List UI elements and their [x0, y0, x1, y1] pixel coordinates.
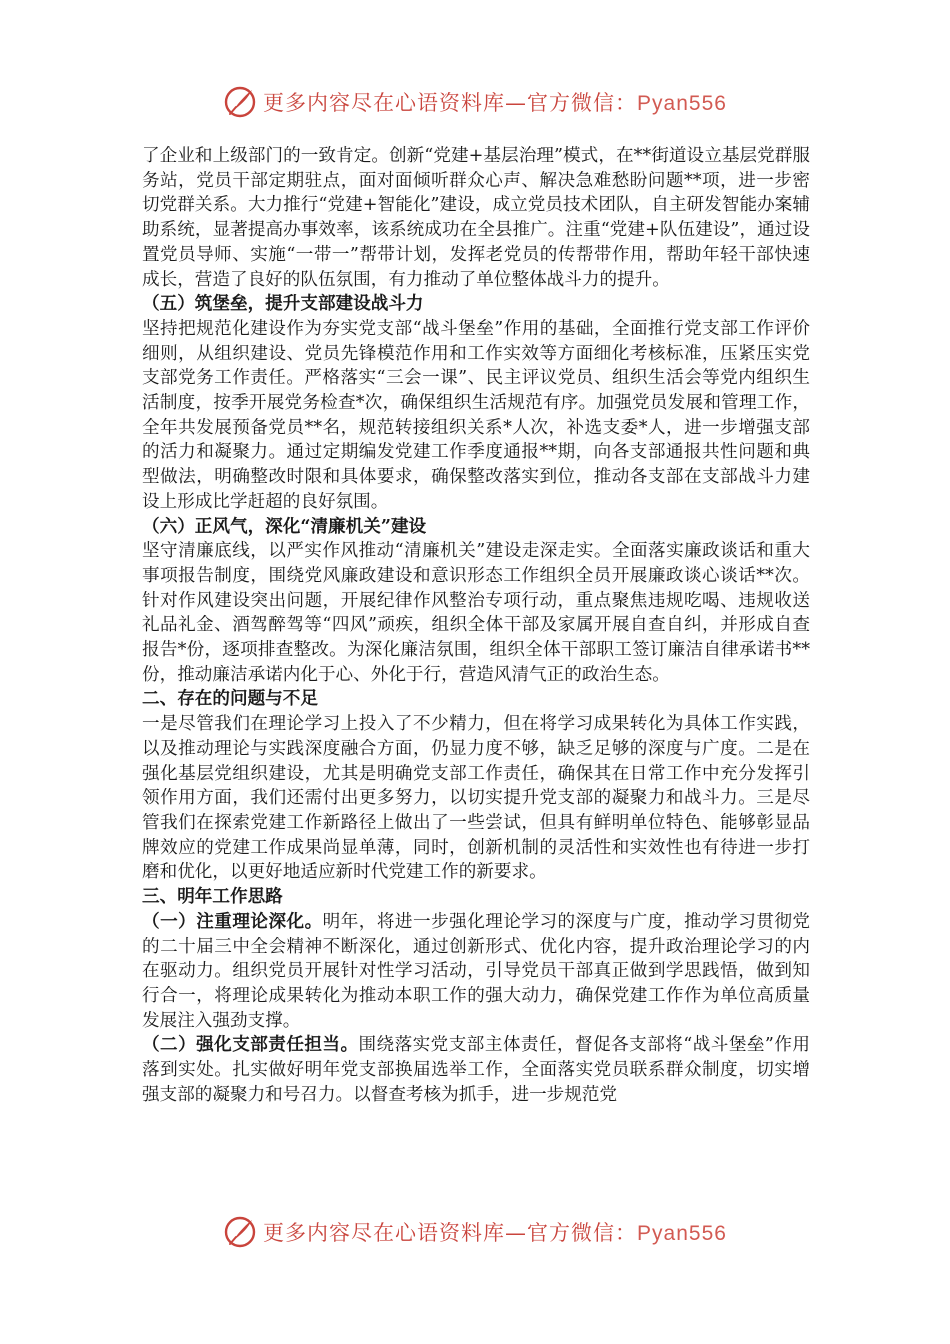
paragraph-plan-2	[142, 1033, 810, 1107]
heading-next-year-plan: 三、明年工作思路	[142, 886, 283, 908]
heading-problems: 二、存在的问题与不足	[142, 688, 318, 710]
section-heading-5: （五）筑堡垒，提升支部建设战斗力	[142, 293, 424, 315]
banner-official: 官方微信：	[527, 91, 638, 115]
footer-separator: —	[505, 1221, 528, 1245]
footer-banner-text	[263, 1217, 727, 1247]
header-banner	[0, 82, 950, 122]
paragraph-section-6: 坚守清廉底线，以严实作风推动“清廉机关”建设走深走实。全面落实廉政谈话和重大事项报告制度，围绕党风廉政建设和意识形态工作组织全员开展廉政谈心谈话**次。针对作风建设突出问题，开展纪律作风整治专项行动，重点聚焦违规吃喝、违规收送礼品礼金、酒驾醉驾等“四风”顽疾，组织全体干部及家属开展自查自纠，并形成自查报告*份，逐项排查整改。为深化廉洁氛围，组织全体干部职工签订廉洁自律承诺书**份，推动廉洁承诺内化于心、外化于行，营造风清气正的政治生态。	[142, 541, 810, 685]
banner-account: Pyan556	[637, 92, 727, 115]
banner-separator: —	[505, 91, 528, 115]
plan-1-lead: （一）注重理论深化。	[142, 910, 323, 932]
plan-2-text: 围绕落实党支部主体责任，督促各支部将“战斗堡垒”作用落到实处。扎实做好明年党支部换届选举工作，全面落实党员联系群众制度，切实增强支部的凝聚力和号召力。以督查考核为抓手，进一步规范党	[142, 1035, 810, 1105]
footer-slogan: 更多内容尽在心语资料库	[263, 1221, 506, 1245]
plan-1-text: 明年，将进一步强化理论学习的深度与广度，推动学习贯彻党的二十届三中全会精神不断深化，通过创新形式、优化内容，提升政治理论学习的内在驱动力。组织党员开展针对性学习活动，引导党员干部真正做到学思践悟，做到知行合一，将理论成果转化为推动本职工作的强大动力，确保党建工作作为单位高质量发展注入强劲支撑。	[142, 911, 810, 1031]
footer-official: 官方微信：	[527, 1221, 638, 1245]
paragraph-continuation: 了企业和上级部门的一致肯定。创新“党建+基层治理”模式，在**街道设立基层党群服务站，党员干部定期驻点，面对面倾听群众心声、解决急难愁盼问题**项，进一步密切党群关系。大力推行“党建+智能化”建设，成立党员技术团队，自主研发智能办案辅助系统，显著提高办事效率，该系统成功在全县推广。注重“党建+队伍建设”，通过设置党员导师、实施“一带一”帮带计划，发挥老党员的传帮带作用，帮助年轻干部快速成长，营造了良好的队伍氛围，有力推动了单位整体战斗力的提升。	[142, 146, 810, 290]
banner-slogan: 更多内容尽在心语资料库	[263, 91, 506, 115]
quill-logo-icon	[223, 1215, 257, 1249]
plan-2-lead: （二）强化支部责任担当。	[142, 1034, 359, 1056]
section-heading-6: （六）正风气，深化“清廉机关”建设	[142, 515, 427, 537]
footer-banner	[0, 1212, 950, 1252]
quill-logo-icon	[223, 85, 257, 119]
paragraph-section-5: 坚持把规范化建设作为夯实党支部“战斗堡垒”作用的基础，全面推行党支部工作评价细则，从组织建设、党员先锋模范作用和工作实效等方面细化考核标准，压紧压实党支部党务工作责任。严格落实“三会一课”、民主评议党员、组织生活会等党内组织生活制度，按季开展党务检查*次，确保组织生活规范有序。加强党员发展和管理工作，全年共发展预备党员**名，规范转接组织关系*人次，补选支委*人，进一步增强支部的活力和凝聚力。通过定期编发党建工作季度通报**期，向各支部通报共性问题和典型做法，明确整改时限和具体要求，确保整改落实到位，推动各支部在支部战斗力建设上形成比学赶超的良好氛围。	[142, 318, 810, 512]
paragraph-plan-1	[142, 910, 810, 1034]
document-body	[142, 144, 810, 1107]
header-banner-text	[263, 87, 727, 117]
paragraph-problems: 一是尽管我们在理论学习上投入了不少精力，但在将学习成果转化为具体工作实践，以及推动理论与实践深度融合方面，仍显力度不够，缺乏足够的深度与广度。二是在强化基层党组织建设，尤其是明确党支部工作责任，确保其在日常工作中充分发挥引领作用方面，我们还需付出更多努力，以切实提升党支部的凝聚力和战斗力。三是尽管我们在探索党建工作新路径上做出了一些尝试，但具有鲜明单位特色、能够彰显品牌效应的党建工作成果尚显单薄，同时，创新机制的灵活性和实效性也有待进一步打磨和优化，以更好地适应新时代党建工作的新要求。	[142, 714, 810, 883]
footer-account: Pyan556	[637, 1222, 727, 1245]
